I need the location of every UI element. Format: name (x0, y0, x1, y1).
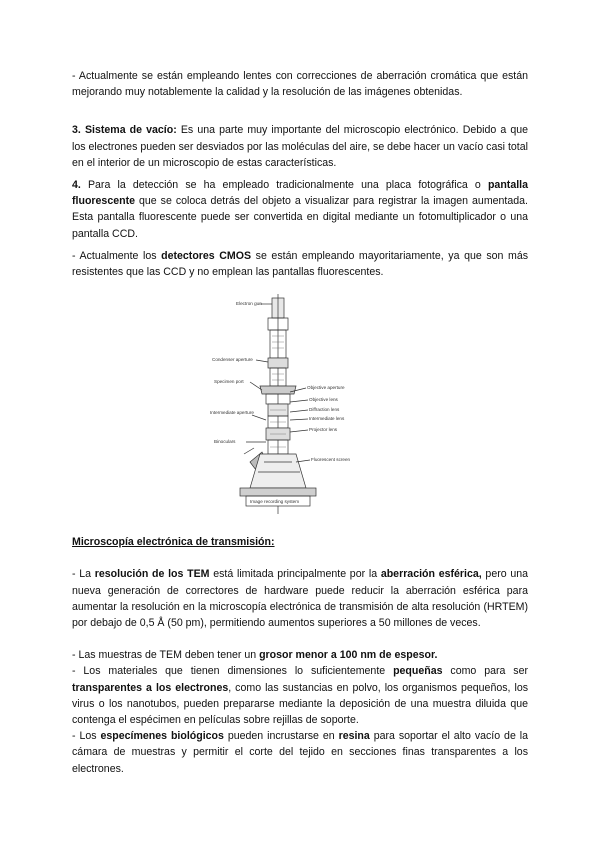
text: como para ser (442, 665, 529, 678)
text: - Los materiales que tienen dimensiones lo suficientemente (72, 665, 394, 678)
text: , como las sustancias en polvo, los organismos pequeños, los virus o los nanotubos, pueden prepararse mediante la deposición de una muestra diluida que contenga el espécimen en películas sobre rejillas de soporte. (72, 681, 529, 727)
paragraph-chromatic-correction (72, 68, 528, 100)
bold-term: resolución de los TEM (94, 568, 210, 581)
text: - Actualmente los (72, 249, 162, 262)
text: está limitada principalmente por la (209, 568, 381, 581)
text: - Actualmente se están empleando lentes con correcciones de aberración cromática que están mejorando muy notablemente la calidad y la resolución de las imágenes obtenidas. (72, 70, 528, 99)
label-diffraction-lens: Diffraction lens (309, 407, 340, 413)
label-condenser-aperture: Condenser aperture (212, 357, 253, 363)
bold-term: transparentes a los electrones (72, 681, 229, 694)
paragraph-tem-resolution (72, 566, 528, 631)
label-intermediate-aperture: Intermediate aperture (210, 410, 254, 416)
text: se están empleando mayoritariamente, ya que son más resistentes que las CCD y no emplean las pantallas fluorescentes. (72, 249, 529, 279)
text: - Las muestras de TEM deben tener un (72, 649, 260, 662)
paragraph-tem-thickness (72, 647, 528, 663)
tem-diagram (210, 292, 390, 524)
text: para soportar el alto vacío de la cámara de muestras y permitir el corte del tejido en secciones finas transparentes a los electrones. (72, 730, 529, 775)
heading-text: Microscopía electrónica de transmisión: (72, 536, 275, 549)
section-number: 4. (72, 179, 81, 192)
text: pero una nueva generación de correctores de hardware puede reducir la aberración esférica para aumentar la resolución en la microscopía electrónica de transmisión de alta resolución (HRTEM) por debajo de 0,5 Å (50 pm), permitiendo aumentos superiores a 50 millones de veces. (72, 568, 529, 630)
text: que se coloca detrás del objeto a visualizar para registrar la imagen aumentada. Esta pantalla fluorescente puede ser convertida en digital mediante un fotomultiplicador o una pantalla CCD. (72, 195, 528, 240)
label-specimen-port: Specimen port (214, 379, 244, 385)
bold-term: grosor menor a 100 nm de espesor. (259, 649, 438, 662)
text: - Los (72, 730, 101, 743)
label-fluorescent-screen: Fluorescent screen (311, 457, 351, 463)
tem-diagram-figure (72, 292, 528, 524)
bold-term: aberración esférica, (380, 568, 482, 581)
section-heading-tem (72, 534, 528, 550)
label-image-recording-system: Image recording system (250, 499, 300, 505)
bold-term: pantalla fluorescente (72, 179, 528, 208)
paragraph-tem-biological (72, 728, 528, 777)
label-objective-lens: Objective lens (309, 397, 338, 403)
bold-term: pequeñas (393, 665, 443, 678)
bold-term: resina (338, 730, 370, 743)
text: pueden incrustarse en (223, 730, 339, 743)
bold-term: detectores CMOS (161, 249, 252, 262)
paragraph-detection (72, 177, 528, 242)
label-intermediate-lens: Intermediate lens (309, 416, 345, 422)
paragraph-vacuum-system (72, 122, 528, 171)
text: - La (72, 568, 95, 581)
section-number: 3. (72, 124, 81, 137)
label-objective-aperture: Objective aperture (307, 385, 345, 391)
text: Para la detección se ha empleado tradicionalmente una placa fotográfica o (80, 179, 488, 192)
paragraph-cmos (72, 248, 528, 280)
paragraph-tem-materials (72, 663, 528, 728)
section-title: Sistema de vacío: (84, 124, 177, 137)
label-electron-gun: Electron gun (236, 301, 262, 307)
bold-term: especímenes biológicos (100, 730, 224, 743)
document-page (72, 68, 528, 777)
label-projector-lens: Projector lens (309, 427, 338, 433)
label-binoculars: Binoculars (214, 439, 236, 445)
text: Es una parte muy importante del microscopio electrónico. Debido a que los electrones pueden ser desviados por las moléculas del aire, se debe hacer un vacío casi total en el interior de un microscopio de estas características. (72, 124, 529, 169)
